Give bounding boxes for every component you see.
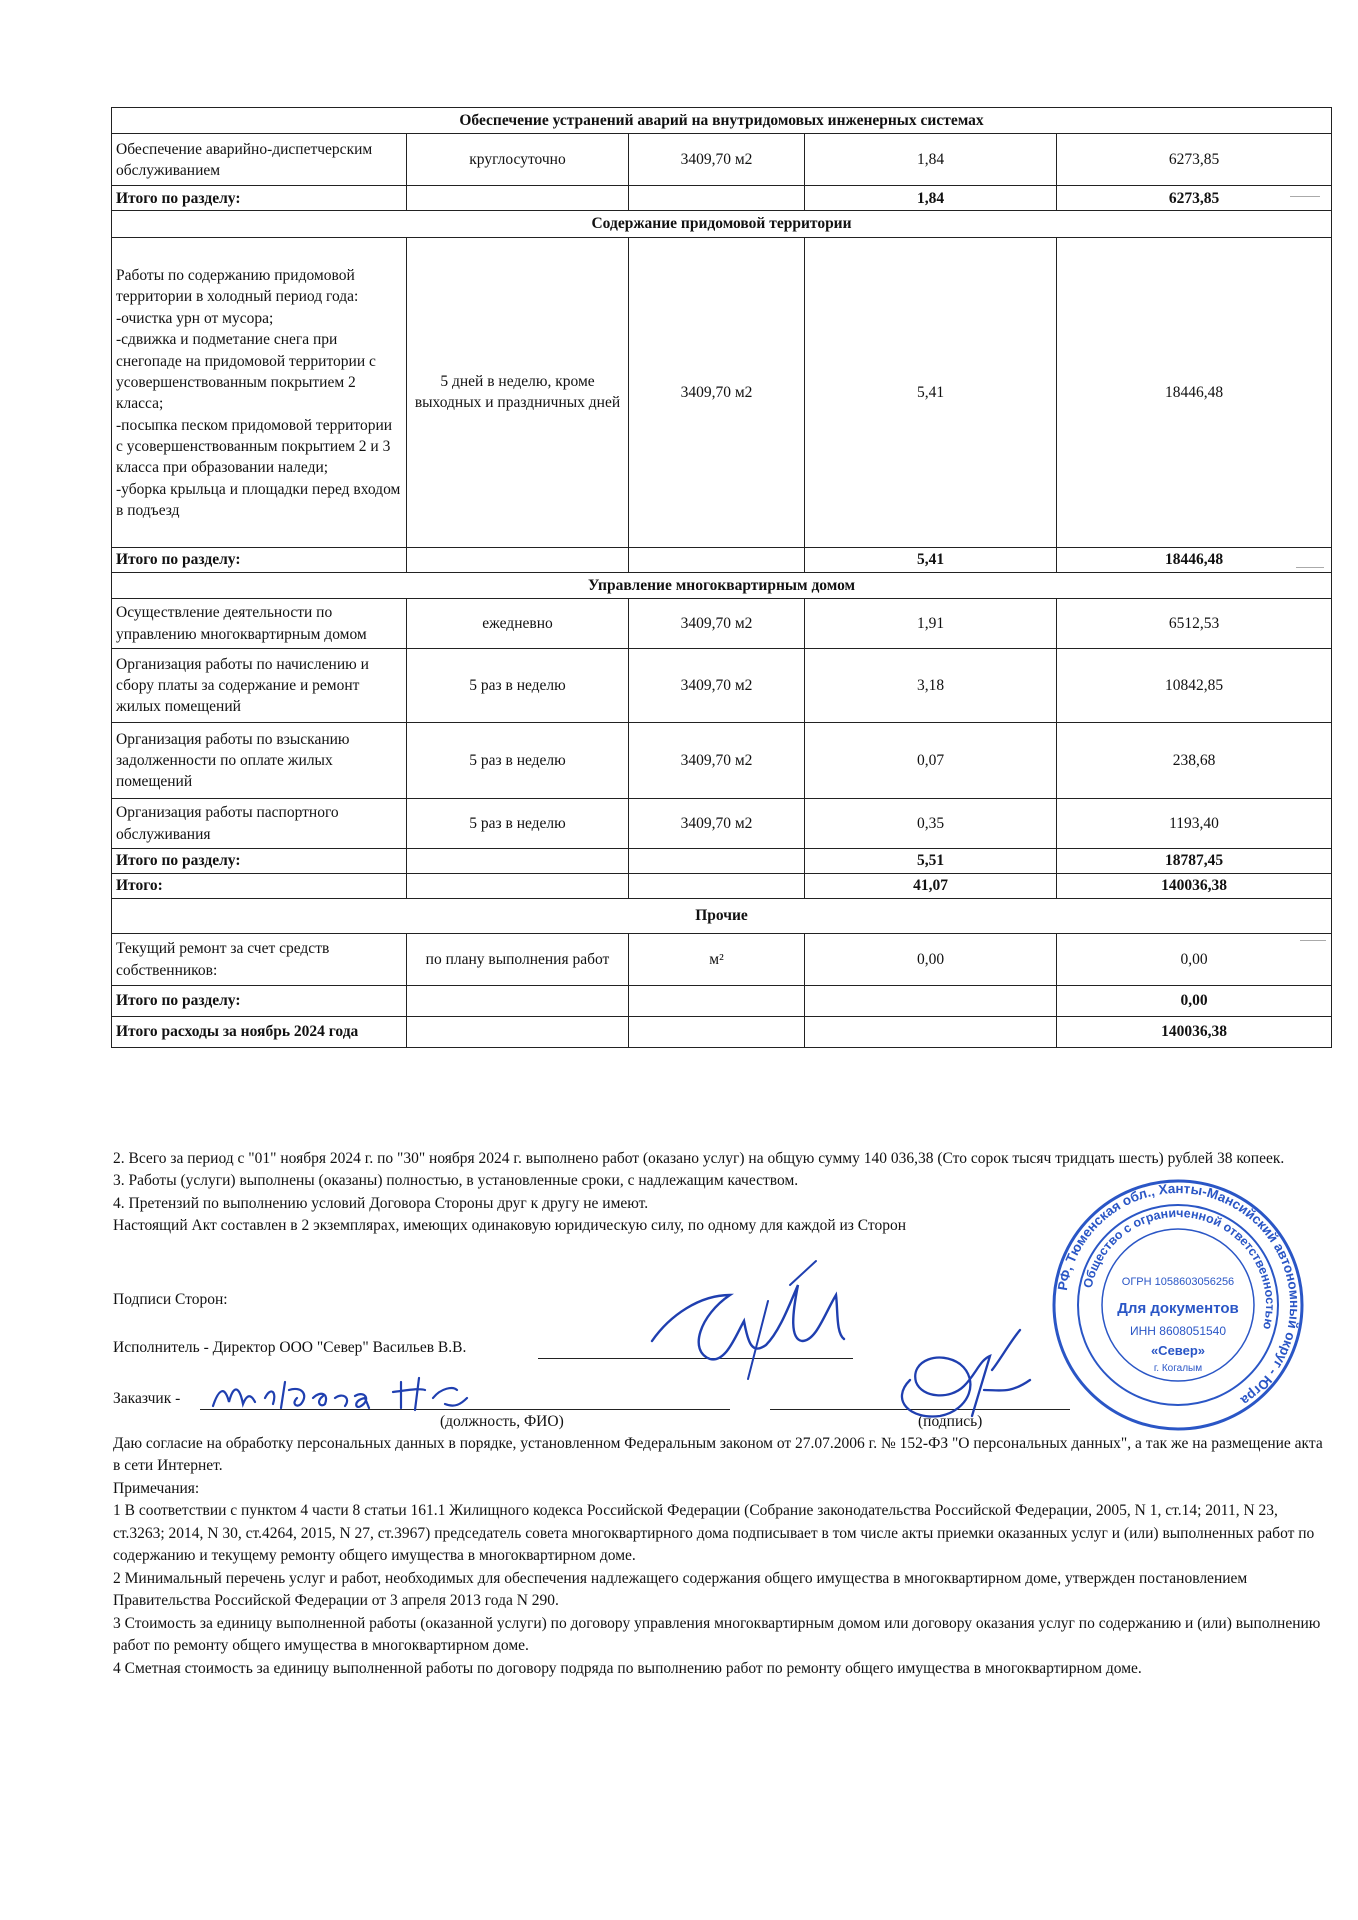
statement-claims: 4. Претензий по выполнению условий Договора Стороны друг к другу не имеют. — [113, 1194, 649, 1212]
executor-signature — [640, 1255, 880, 1385]
service-rate: 5,41 — [805, 237, 1057, 547]
section-total-label: Итого по разделу: — [112, 849, 407, 874]
section-total-row — [112, 849, 1332, 874]
service-amount: 1193,40 — [1057, 799, 1332, 849]
service-amount: 6273,85 — [1057, 134, 1332, 186]
section-title: Содержание придомовой территории — [112, 211, 1332, 237]
scan-mark — [1300, 940, 1326, 941]
table-row — [112, 649, 1332, 723]
scan-mark — [1296, 567, 1324, 568]
position-caption: (должность, ФИО) — [440, 1413, 564, 1430]
section-total-amount: 18787,45 — [1057, 849, 1332, 874]
consent-text: Даю согласие на обработку персональных данных в порядке, установленном Федеральным законом от 27.07.2006 г. № 152-ФЗ "О персональных данных", а так же на размещение акта в сети Интернет. — [113, 1435, 1323, 1475]
service-frequency: 5 раз в неделю — [407, 799, 629, 849]
customer-label: Заказчик - — [113, 1390, 181, 1407]
section-title: Управление многоквартирным домом — [112, 572, 1332, 598]
customer-handwritten-text: Миронова НС — [205, 1368, 212, 1369]
service-frequency: ежедневно — [407, 599, 629, 649]
section-total-rate: 1,84 — [805, 186, 1057, 211]
table-row — [112, 237, 1332, 547]
consent-and-notes — [113, 1433, 1328, 1680]
table-row — [112, 799, 1332, 849]
service-amount: 0,00 — [1057, 934, 1332, 986]
company-stamp — [1048, 1175, 1308, 1435]
statement-copies: Настоящий Акт составлен в 2 экземплярах, имеющих одинаковую юридическую силу, по одному для каждой из Сторон — [113, 1217, 907, 1235]
section-total-row — [112, 547, 1332, 572]
stamp-org-text: Общество с ограниченной ответственностью — [1080, 1205, 1278, 1331]
service-area: 3409,70 м2 — [629, 799, 805, 849]
notes-heading: Примечания: — [113, 1479, 200, 1497]
executor-line: Исполнитель - Директор ООО "Север" Васильев В.В. — [113, 1339, 467, 1356]
section-header-row — [112, 211, 1332, 237]
section-title: Прочие — [112, 899, 1332, 934]
section-total-row — [112, 986, 1332, 1017]
section-total-rate: 5,51 — [805, 849, 1057, 874]
service-area: 3409,70 м2 — [629, 599, 805, 649]
grand-total-amount: 140036,38 — [1057, 874, 1332, 899]
stamp-name: «Север» — [1150, 1343, 1206, 1358]
service-area: 3409,70 м2 — [629, 723, 805, 799]
note-item: 3 Стоимость за единицу выполненной работы (оказанной услуги) по договору управления многоквартирным домом или договору оказания услуг по содержанию и (или) выполнению работ по ремонту общего имущества в многоквартирном доме. — [113, 1614, 1321, 1655]
table-row — [112, 934, 1332, 986]
section-total-amount: 18446,48 — [1057, 547, 1332, 572]
grand-total-rate: 41,07 — [805, 874, 1057, 899]
service-frequency: по плану выполнения работ — [407, 934, 629, 986]
note-item: 2 Минимальный перечень услуг и работ, необходимых для обеспечения надлежащего содержания общего имущества в многоквартирном доме, утвержден постановлением Правительства Российской Федерации от 3 апреля 2013 года N 290. — [113, 1569, 1248, 1610]
service-amount: 18446,48 — [1057, 237, 1332, 547]
service-frequency: 5 раз в неделю — [407, 723, 629, 799]
service-area: м² — [629, 934, 805, 986]
section-title: Обеспечение устранений аварий на внутридомовых инженерных системах — [112, 108, 1332, 134]
note-item: 4 Сметная стоимость за единицу выполненной работы по договору подряда по выполнению работ по ремонту общего имущества в многоквартирном доме. — [113, 1659, 1142, 1677]
table-row — [112, 599, 1332, 649]
service-name: Обеспечение аварийно-диспетчерским обслуживанием — [112, 134, 407, 186]
statement-quality: 3. Работы (услуги) выполнены (оказаны) полностью, в установленные сроки, с надлежащим качеством. — [113, 1172, 799, 1190]
statement-total: 2. Всего за период с "01" ноября 2024 г. по "30" ноября 2024 г. выполнено работ (оказано услуг) на общую сумму 140 036,38 (Сто сорок тысяч тридцать шесть) рублей 38 копеек. — [113, 1150, 1285, 1167]
section-total-amount: 0,00 — [1057, 986, 1332, 1017]
service-rate: 1,91 — [805, 599, 1057, 649]
service-rate: 1,84 — [805, 134, 1057, 186]
service-name: Организация работы паспортного обслуживания — [112, 799, 407, 849]
service-name: Организация работы по взысканию задолженности по оплате жилых помещений — [112, 723, 407, 799]
stamp-ogrn: ОГРН 1058603056256 — [1121, 1276, 1235, 1288]
table-row — [112, 134, 1332, 186]
signature-caption: (подпись) — [918, 1413, 983, 1430]
service-name: Работы по содержанию придомовой территории в холодный период года: -очистка урн от мусора; -сдвижка и подметание снега при снегопаде на придомовой территории с усовершенствованным покрытием 2 класса; -посыпка песком придомовой территории с усовершенствованным покрытием 2 и 3 класса при образовании наледи; -уборка крыльца и площадки перед входом в подъезд — [112, 237, 407, 547]
section-total-label: Итого по разделу: — [112, 547, 407, 572]
scan-mark — [1290, 196, 1320, 197]
service-frequency: 5 дней в неделю, кроме выходных и праздничных дней — [407, 237, 629, 547]
stamp-city: г. Когалым — [1153, 1363, 1203, 1374]
service-amount: 6512,53 — [1057, 599, 1332, 649]
grand-total-label: Итого: — [112, 874, 407, 899]
section-total-row — [112, 186, 1332, 211]
stamp-inn: ИНН 8608051540 — [1129, 1324, 1227, 1338]
section-header-row — [112, 572, 1332, 598]
service-rate: 0,00 — [805, 934, 1057, 986]
section-total-amount: 6273,85 — [1057, 186, 1332, 211]
signatures-heading: Подписи Сторон: — [113, 1291, 228, 1308]
grand-total-row — [112, 874, 1332, 899]
customer-signature — [880, 1320, 1050, 1430]
service-rate: 0,35 — [805, 799, 1057, 849]
service-amount: 10842,85 — [1057, 649, 1332, 723]
customer-handwritten-name — [205, 1368, 505, 1418]
section-total-rate: 5,41 — [805, 547, 1057, 572]
service-amount: 238,68 — [1057, 723, 1332, 799]
service-frequency: круглосуточно — [407, 134, 629, 186]
expenses-total-amount: 140036,38 — [1057, 1017, 1332, 1048]
note-item: 1 В соответствии с пунктом 4 части 8 статьи 161.1 Жилищного кодекса Российской Федерации (Собрание законодательства Российской Федерации, 2005, N 1, ст.14; 2011, N 23, ст.3263; 2014, N 30, ст.4264, 2015, N 27, ст.3967) председатель совета многоквартирного дома подписывает в том числе акты приемки оказанных услуг и (или) выполненных работ по содержанию и текущему ремонту общего имущества в многоквартирном доме. — [113, 1502, 1315, 1565]
section-header-row — [112, 108, 1332, 134]
expenses-total-row — [112, 1017, 1332, 1048]
expenses-total-label: Итого расходы за ноябрь 2024 года — [112, 1017, 407, 1048]
service-name: Текущий ремонт за счет средств собственников: — [112, 934, 407, 986]
service-name: Осуществление деятельности по управлению многоквартирным домом — [112, 599, 407, 649]
service-frequency: 5 раз в неделю — [407, 649, 629, 723]
service-area: 3409,70 м2 — [629, 237, 805, 547]
section-header-row — [112, 899, 1332, 934]
stamp-outer-text: РФ, Тюменская обл., Ханты-Мансийский автономный округ - Югра — [1054, 1180, 1303, 1409]
table-row — [112, 723, 1332, 799]
section-total-label: Итого по разделу: — [112, 986, 407, 1017]
services-table — [111, 107, 1332, 1048]
section-total-label: Итого по разделу: — [112, 186, 407, 211]
service-rate: 3,18 — [805, 649, 1057, 723]
service-rate: 0,07 — [805, 723, 1057, 799]
service-area: 3409,70 м2 — [629, 649, 805, 723]
service-name: Организация работы по начислению и сбору платы за содержание и ремонт жилых помещений — [112, 649, 407, 723]
stamp-center: Для документов — [1117, 1300, 1239, 1317]
service-area: 3409,70 м2 — [629, 134, 805, 186]
